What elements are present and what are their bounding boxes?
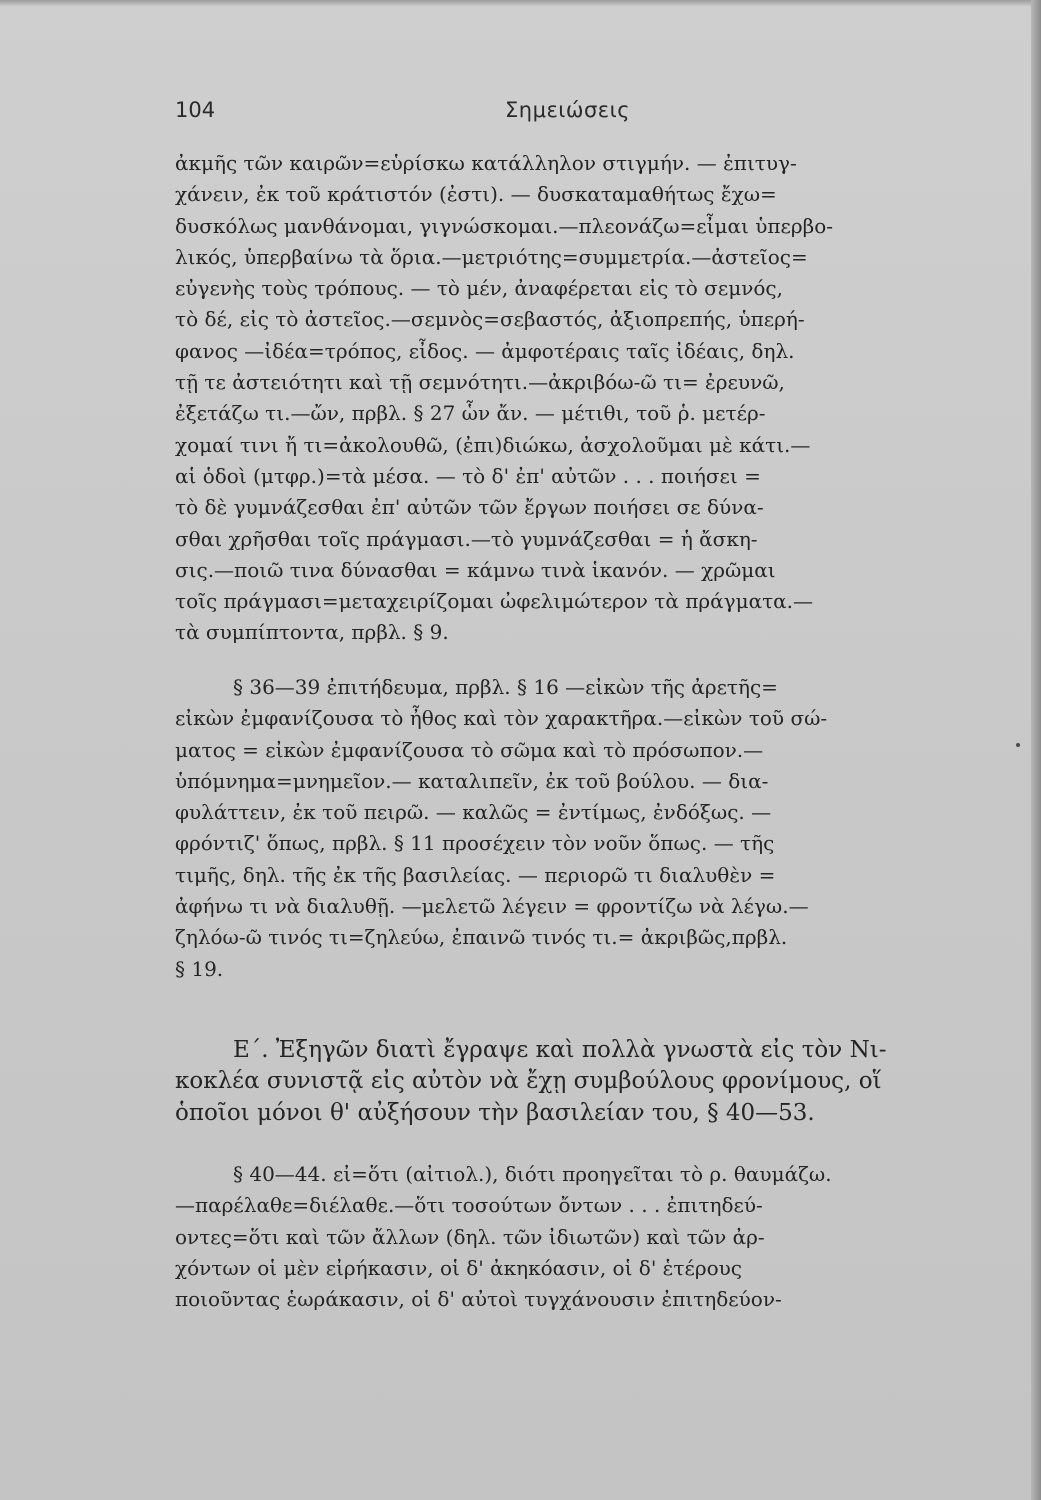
text-line: σθαι χρῆσθαι τοῖς πράγμασι.—τὸ γυμνάζεσθαι = ἡ ἄσκη- (175, 526, 758, 551)
text-line: τοῖς πράγμασι=μεταχειρίζομαι ὠφελιμώτερον τὰ πράγματα.— (175, 589, 814, 614)
text-line: οντες=ὅτι καὶ τῶν ἄλλων (δηλ. τῶν ἰδιωτῶν) καὶ τῶν ἀρ- (175, 1224, 765, 1249)
text-line: ἐξετάζω τι.—ὤν, πρβλ. § 27 ὧν ἄν. — μέτιθι, τοῦ ῥ. μετέρ- (175, 401, 766, 426)
page-number: 104 (175, 98, 216, 122)
text-line: ὁποῖοι μόνοι θ' αὐξήσουν τὴν βασιλείαν του, § 40—53. (175, 1099, 815, 1126)
page-right-edge (1031, 0, 1041, 1500)
text-line: σις.—ποιῶ τινα δύνασθαι = κάμνω τινὰ ἱκανόν. — χρῶμαι (175, 557, 776, 582)
text-line: Ε΄. Ἐξηγῶν διατὶ ἔγραψε καὶ πολλὰ γνωστὰ εἰς τὸν Νι- (233, 1037, 887, 1063)
text-line: τιμῆς, δηλ. τῆς ἐκ τῆς βασιλείας. — περιορῶ τι διαλυθὲν = (175, 862, 776, 887)
text-line: τῇ τε ἀστειότητι καὶ τῇ σεμνότητι.—ἀκριβόω-ῶ τι= ἐρευνῶ, (175, 370, 785, 395)
text-line: ὑπόμνημα=μνημεῖον.— καταλιπεῖν, ἐκ τοῦ βούλου. — δια- (175, 768, 769, 793)
text-line: δυσκόλως μανθάνομαι, γιγνώσκομαι.—πλεονάζω=εἶμαι ὑπερβο- (175, 213, 833, 238)
text-line: φρόντιζ' ὅπως, πρβλ. § 11 προσέχειν τὸν νοῦν ὅπως. — τῆς (175, 831, 775, 856)
notes-paragraph-1 (175, 148, 993, 649)
notes-paragraph-2 (175, 672, 993, 985)
text-line: τὸ δὲ γυμνάζεσθαι ἐπ' αὐτῶν τῶν ἔργων ποιήσει σε δύνα- (175, 495, 764, 520)
ink-speck (1016, 743, 1020, 747)
running-title: Σημειώσεις (505, 98, 631, 122)
text-line: τὰ συμπίπτοντα, πρβλ. § 9. (175, 620, 449, 645)
page-top-edge (0, 0, 1041, 6)
text-line: χόντων οἱ μὲν εἰρήκασιν, οἱ δ' ἀκηκόασιν, οἱ δ' ἑτέρους (175, 1255, 743, 1280)
section-summary-paragraph (175, 1035, 993, 1129)
text-line: χάνειν, ἐκ τοῦ κράτιστόν (ἐστι). — δυσκαταμαθήτως ἔχω= (175, 182, 777, 207)
text-line: ἀφήνω τι νὰ διαλυθῇ. —μελετῶ λέγειν = φροντίζω νὰ λέγω.— (175, 894, 809, 919)
text-line: αἱ ὁδοὶ (μτφρ.)=τὰ μέσα. — τὸ δ' ἐπ' αὐτῶν . . . ποιήσει = (175, 463, 761, 488)
text-line: εἰκὼν ἐμφανίζουσα τὸ ἦθος καὶ τὸν χαρακτῆρα.—εἰκὼν τοῦ σώ- (175, 706, 828, 731)
text-line: § 36—39 ἐπιτήδευμα, πρβλ. § 16 —εἰκὼν τῆς ἀρετῆς= (233, 675, 778, 699)
text-line: ματος = εἰκὼν ἐμφανίζουσα τὸ σῶμα καὶ τὸ πρόσωπον.— (175, 737, 764, 762)
text-line: φυλάττειν, ἐκ τοῦ πειρῶ. — καλῶς = ἐντίμως, ἐνδόξως. — (175, 800, 772, 825)
text-line: ζηλόω-ῶ τινός τι=ζηλεύω, ἐπαινῶ τινός τι.= ἀκριβῶς,πρβλ. (175, 925, 788, 950)
text-line: εὐγενὴς τοὺς τρόπους. — τὸ μέν, ἀναφέρεται εἰς τὸ σεμνός, (175, 276, 783, 301)
text-line: κοκλέα συνιστᾷ εἰς αὐτὸν νὰ ἔχῃ συμβούλους φρονίμους, οἵ (175, 1068, 882, 1095)
text-line: —παρέλαθε=διέλαθε.—ὅτι τοσούτων ὄντων . . . ἐπιτηδεύ- (175, 1193, 763, 1218)
page-header (175, 98, 995, 132)
text-line: § 19. (175, 956, 224, 981)
text-line: χομαί τινι ἤ τι=ἀκολουθῶ, (ἐπι)διώκω, ἀσχολοῦμαι μὲ κάτι.— (175, 432, 811, 457)
text-line: λικός, ὑπερβαίνω τὰ ὅρια.—μετριότης=συμμετρία.—ἀστεῖος= (175, 244, 808, 269)
text-line: § 40—44. εἰ=ὅτι (αἰτιολ.), διότι προηγεῖται τὸ ρ. θαυμάζω. (233, 1162, 832, 1186)
notes-paragraph-3 (175, 1159, 993, 1315)
text-line: φανος —ἰδέα=τρόπος, εἶδος. — ἀμφοτέραις ταῖς ἰδέαις, δηλ. (175, 338, 795, 363)
text-line: ποιοῦντας ἑωράκασιν, οἱ δ' αὐτοὶ τυγχάνουσιν ἐπιτηδεύον- (175, 1287, 782, 1312)
text-line: τὸ δέ, εἰς τὸ ἀστεῖος.—σεμνὸς=σεβαστός, ἀξιοπρεπής, ὑπερή- (175, 307, 805, 332)
text-line: ἀκμῆς τῶν καιρῶν=εὑρίσκω κατάλληλον στιγμήν. — ἐπιτυγ- (175, 151, 797, 175)
